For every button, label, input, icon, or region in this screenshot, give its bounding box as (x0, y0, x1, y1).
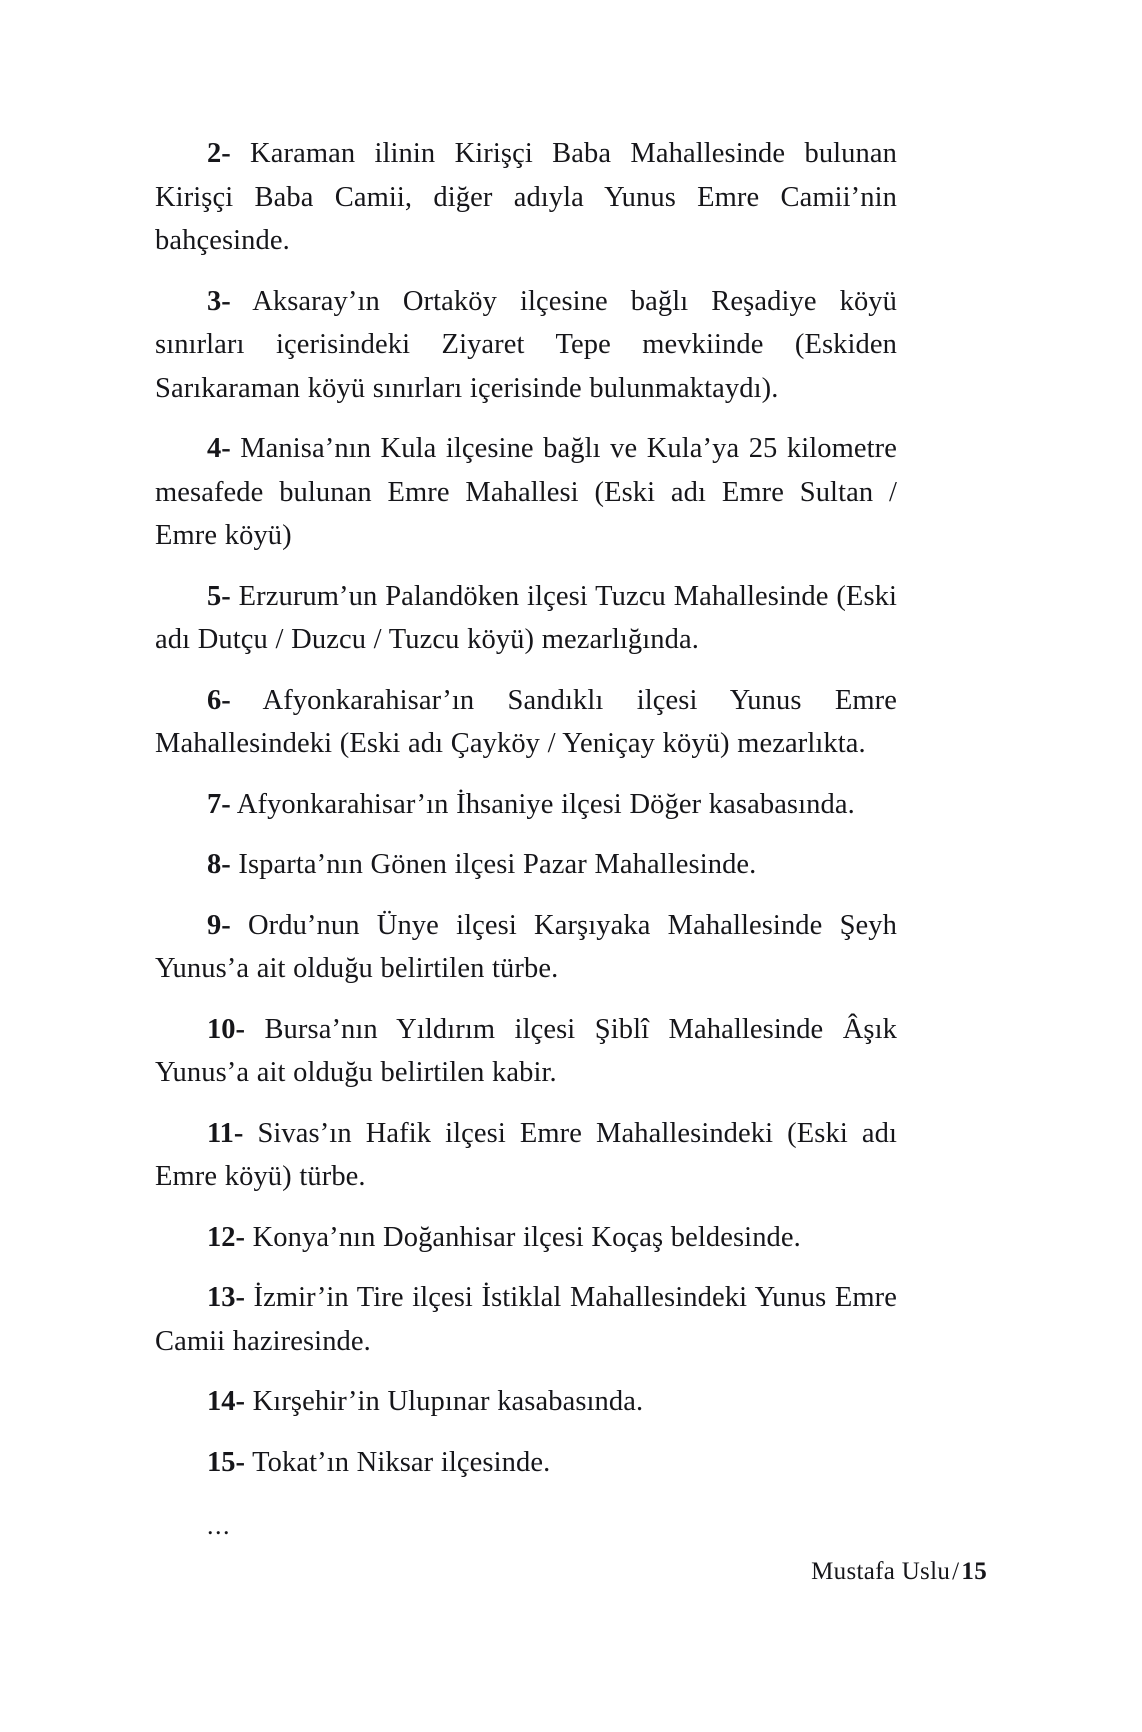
list-item (155, 679, 897, 766)
footer-page-number: 15 (961, 1558, 987, 1585)
list-item-number: 14- (207, 1386, 245, 1417)
list-item (155, 575, 897, 662)
list-item (155, 843, 897, 887)
list-item-text: Erzurum’un Palandöken ilçesi Tuzcu Mahallesinde (Eski adı Dutçu / Duzcu / Tuzcu köyü) mezarlığında. (155, 580, 897, 655)
list-item-text: Aksaray’ın Ortaköy ilçesine bağlı Reşadiye köyü sınırları içerisindeki Ziyaret Tepe mevkiinde (Eskiden Sarıkaraman köyü sınırları içerisinde bulunmaktaydı). (155, 285, 897, 404)
list-item-text: Ordu’nun Ünye ilçesi Karşıyaka Mahallesinde Şeyh Yunus’a ait olduğu belirtilen türbe. (155, 909, 897, 984)
list-item (155, 1008, 897, 1095)
list-item (155, 1276, 897, 1363)
list-item-text: Konya’nın Doğanhisar ilçesi Koçaş beldesinde. (245, 1221, 801, 1253)
list-item (155, 427, 897, 558)
list-item-number: 4- (207, 433, 231, 464)
list-item (155, 1380, 897, 1424)
list-item-number: 9- (207, 909, 231, 941)
list-item-number: 12- (207, 1221, 245, 1253)
list-item (155, 1216, 897, 1260)
list-item (155, 1441, 897, 1485)
list-item-text: Kırşehir’in Ulupınar kasabasında. (245, 1386, 644, 1417)
list-item-text: Isparta’nın Gönen ilçesi Pazar Mahallesinde. (230, 849, 757, 880)
list-item (155, 783, 897, 827)
list-item-number: 3- (207, 285, 231, 317)
page-footer (155, 1556, 987, 1588)
list-item-number: 5- (207, 580, 231, 612)
list-item-number: 6- (207, 684, 231, 716)
list-item-number: 13- (207, 1282, 245, 1313)
list-item-number: 15- (207, 1446, 245, 1478)
list-item-number: 8- (207, 849, 231, 880)
list-item-number: 10- (207, 1013, 245, 1045)
footer-author: Mustafa Uslu (811, 1558, 951, 1585)
body-text-block (155, 132, 897, 1543)
list-item (155, 132, 897, 263)
list-item-number: 7- (207, 788, 231, 820)
continuation-ellipsis: ... (207, 1511, 231, 1540)
list-item (155, 904, 897, 991)
list-item-text: İzmir’in Tire ilçesi İstiklal Mahallesindeki Yunus Emre Camii haziresinde. (155, 1282, 897, 1357)
list-item (155, 1112, 897, 1199)
footer-separator: / (952, 1558, 960, 1585)
list-item-text: Karaman ilinin Kirişçi Baba Mahallesinde bulunan Kirişçi Baba Camii, diğer adıyla Yunus Emre Camii’nin bahçesinde. (155, 138, 897, 256)
list-item-number: 2- (207, 138, 231, 169)
list-item-text: Bursa’nın Yıldırım ilçesi Şiblî Mahallesinde Âşık Yunus’a ait olduğu belirtilen kabir. (155, 1013, 897, 1088)
list-item-text: Tokat’ın Niksar ilçesinde. (245, 1446, 551, 1478)
list-item (155, 280, 897, 411)
list-item-text: Sivas’ın Hafik ilçesi Emre Mahallesindeki (Eski adı Emre köyü) türbe. (155, 1117, 897, 1192)
list-item-number: 11- (207, 1117, 244, 1149)
list-item-text: Afyonkarahisar’ın Sandıklı ilçesi Yunus Emre Mahallesindeki (Eski adı Çayköy / Yeniçay köyü) mezarlıkta. (155, 684, 897, 759)
list-item-text: Afyonkarahisar’ın İhsaniye ilçesi Döğer kasabasında. (230, 788, 855, 820)
list-item-text: Manisa’nın Kula ilçesine bağlı ve Kula’ya 25 kilometre mesafede bulunan Emre Mahallesi (Eski adı Emre Sultan / Emre köyü) (155, 433, 897, 551)
